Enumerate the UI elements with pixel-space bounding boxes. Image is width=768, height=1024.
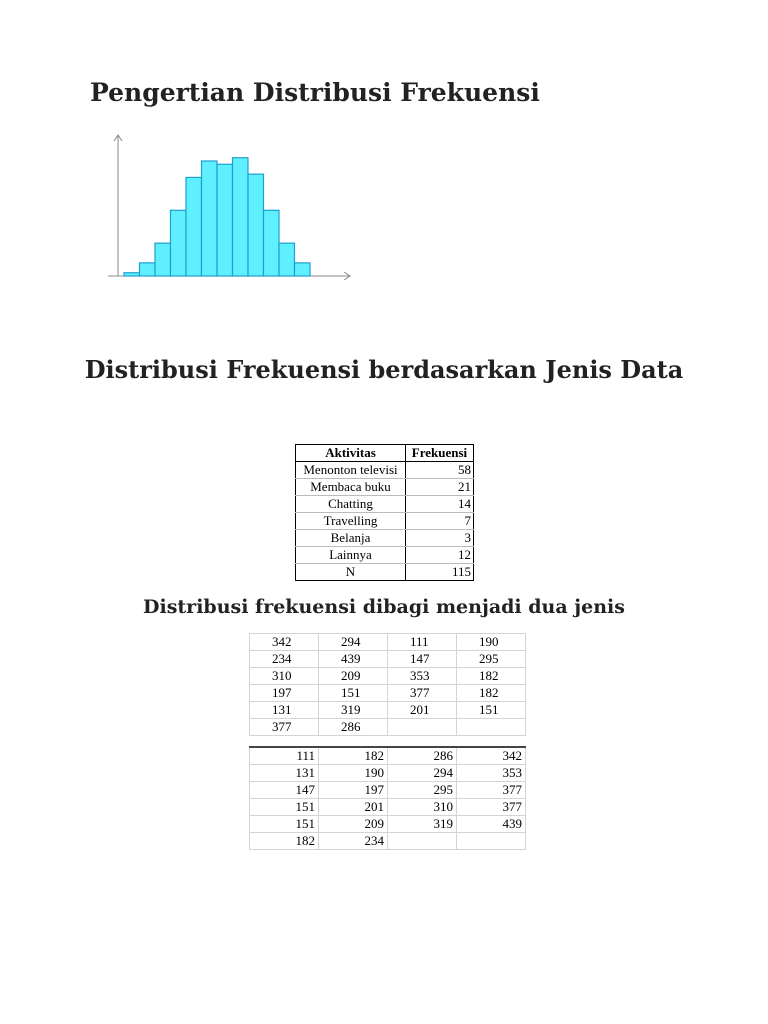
table-cell: [388, 719, 457, 736]
table-cell: 342: [250, 634, 319, 651]
table-cell: 295: [457, 651, 526, 668]
table-cell: 319: [319, 702, 388, 719]
table-cell: 310: [250, 668, 319, 685]
table-cell: 147: [250, 782, 319, 799]
table-row: [250, 782, 526, 799]
table-row: [250, 702, 526, 719]
table-cell: 201: [319, 799, 388, 816]
activity-frequency-cell: 58: [406, 462, 474, 479]
table-cell: 286: [388, 747, 457, 765]
activity-name-cell: Travelling: [296, 513, 406, 530]
table-cell: 377: [388, 685, 457, 702]
table-cell: 131: [250, 702, 319, 719]
histogram-bar: [186, 177, 202, 276]
table-cell: 190: [457, 634, 526, 651]
subsection-heading: Distribusi frekuensi dibagi menjadi dua jenis: [143, 596, 625, 618]
table-row: [250, 833, 526, 850]
table-cell: 197: [319, 782, 388, 799]
table-cell: 234: [319, 833, 388, 850]
table-cell: [457, 833, 526, 850]
table-row: [250, 634, 526, 651]
histogram-bar: [140, 263, 156, 276]
table-cell: 209: [319, 816, 388, 833]
table-cell: 182: [457, 668, 526, 685]
histogram-bar: [295, 263, 311, 276]
histogram-bar: [279, 243, 295, 276]
raw-data-table: [249, 633, 526, 736]
histogram-bars: [124, 158, 310, 276]
table-cell: 182: [457, 685, 526, 702]
table-row: [250, 651, 526, 668]
activity-frequency-cell: 3: [406, 530, 474, 547]
activity-row: [296, 462, 474, 479]
table-cell: 377: [250, 719, 319, 736]
header-frekuensi: Frekuensi: [406, 445, 474, 462]
table-row: [250, 668, 526, 685]
table-cell: 111: [250, 747, 319, 765]
activity-table-header: [296, 445, 474, 462]
table-cell: 295: [388, 782, 457, 799]
histogram-bar: [217, 164, 233, 276]
activity-table: [295, 444, 474, 581]
histogram-bar: [248, 174, 264, 276]
table-cell: 201: [388, 702, 457, 719]
table-cell: 151: [319, 685, 388, 702]
histogram-bar: [202, 161, 218, 276]
table-cell: 294: [319, 634, 388, 651]
table-cell: 439: [457, 816, 526, 833]
table-row: [250, 719, 526, 736]
activity-frequency-cell: 7: [406, 513, 474, 530]
table-row: [250, 816, 526, 833]
histogram-bar: [124, 273, 140, 276]
table-cell: 377: [457, 799, 526, 816]
table-cell: 439: [319, 651, 388, 668]
activity-row: [296, 530, 474, 547]
table-cell: 190: [319, 765, 388, 782]
activity-name-cell: Belanja: [296, 530, 406, 547]
activity-frequency-cell: 12: [406, 547, 474, 564]
section-heading: Distribusi Frekuensi berdasarkan Jenis Data: [84, 355, 684, 384]
header-aktivitas: Aktivitas: [296, 445, 406, 462]
activity-row: [296, 513, 474, 530]
table-cell: 294: [388, 765, 457, 782]
table-row: [250, 747, 526, 765]
table-cell: 353: [388, 668, 457, 685]
table-cell: 353: [457, 765, 526, 782]
table-cell: 342: [457, 747, 526, 765]
histogram-bar: [171, 210, 187, 276]
activity-frequency-cell: 115: [406, 564, 474, 581]
histogram-bar: [233, 158, 249, 276]
table-cell: 151: [250, 799, 319, 816]
activity-frequency-cell: 21: [406, 479, 474, 496]
page-heading: Pengertian Distribusi Frekuensi: [90, 78, 540, 107]
activity-row: [296, 547, 474, 564]
table-cell: 286: [319, 719, 388, 736]
table-cell: 310: [388, 799, 457, 816]
table-cell: 151: [250, 816, 319, 833]
histogram-bar: [155, 243, 171, 276]
histogram-bar: [264, 210, 280, 276]
activity-name-cell: Menonton televisi: [296, 462, 406, 479]
table-cell: 151: [457, 702, 526, 719]
sorted-data-table: [249, 746, 526, 850]
table-cell: 182: [319, 747, 388, 765]
table-cell: 197: [250, 685, 319, 702]
table-row: [250, 799, 526, 816]
activity-name-cell: Membaca buku: [296, 479, 406, 496]
activity-row: [296, 479, 474, 496]
table-cell: [457, 719, 526, 736]
table-cell: 319: [388, 816, 457, 833]
table-cell: 234: [250, 651, 319, 668]
activity-name-cell: Lainnya: [296, 547, 406, 564]
table-cell: 182: [250, 833, 319, 850]
table-cell: 147: [388, 651, 457, 668]
table-cell: 131: [250, 765, 319, 782]
table-cell: 377: [457, 782, 526, 799]
activity-name-cell: N: [296, 564, 406, 581]
activity-row: [296, 496, 474, 513]
histogram-chart: [104, 130, 364, 290]
table-row: [250, 765, 526, 782]
activity-name-cell: Chatting: [296, 496, 406, 513]
table-row: [250, 685, 526, 702]
activity-frequency-cell: 14: [406, 496, 474, 513]
table-cell: [388, 833, 457, 850]
activity-row: [296, 564, 474, 581]
table-cell: 209: [319, 668, 388, 685]
table-cell: 111: [388, 634, 457, 651]
